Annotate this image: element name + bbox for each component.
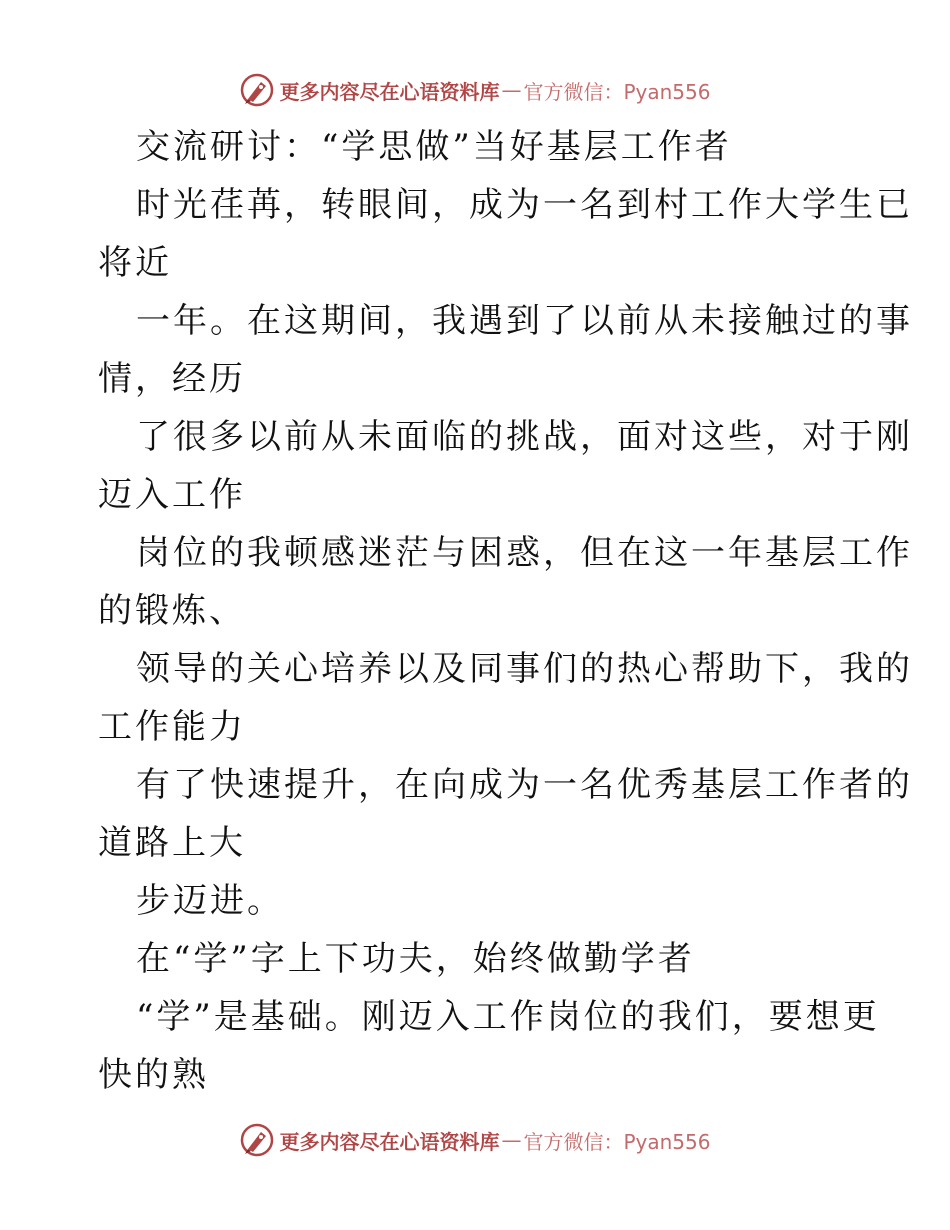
- doc-line: 道路上大: [98, 823, 246, 863]
- doc-line: 快的熟: [98, 1055, 209, 1095]
- doc-line: 的锻炼、: [98, 591, 246, 631]
- doc-line: 工作能力: [98, 707, 246, 747]
- doc-section-heading: 在“学”字上下功夫，始终做勤学者: [136, 939, 695, 979]
- doc-line: 迈入工作: [98, 475, 246, 515]
- footer-contact-text: 官方微信：Pyan556: [523, 1129, 711, 1154]
- footer-brand-text: 更多内容尽在心语资料库: [279, 1129, 500, 1154]
- doc-line: 情，经历: [98, 359, 246, 399]
- document-body: [98, 118, 913, 1104]
- doc-line: 将近: [98, 243, 172, 283]
- pen-logo-icon: [239, 1122, 275, 1158]
- header-contact-text: 官方微信：Pyan556: [523, 79, 711, 104]
- doc-line: 步迈进。: [136, 881, 284, 921]
- pen-logo-icon: [239, 72, 275, 108]
- doc-line: 时光荏苒，转眼间，成为一名到村工作大学生已: [136, 185, 913, 225]
- header-dash: —: [501, 78, 522, 102]
- doc-line: “学”是基础。刚迈入工作岗位的我们，要想更: [136, 997, 880, 1037]
- doc-title: 交流研讨：“学思做”当好基层工作者: [136, 127, 732, 167]
- footer-dash: —: [501, 1128, 522, 1152]
- header-brand-text: 更多内容尽在心语资料库: [279, 79, 500, 104]
- doc-line: 了很多以前从未面临的挑战，面对这些，对于刚: [136, 417, 913, 457]
- doc-line: 岗位的我顿感迷茫与困惑，但在这一年基层工作: [136, 533, 913, 573]
- doc-line: 领导的关心培养以及同事们的热心帮助下，我的: [136, 649, 913, 689]
- doc-line: 一年。在这期间，我遇到了以前从未接触过的事: [136, 301, 913, 341]
- header-watermark: [0, 70, 950, 110]
- doc-line: 有了快速提升，在向成为一名优秀基层工作者的: [136, 765, 913, 805]
- footer-watermark: [0, 1120, 950, 1160]
